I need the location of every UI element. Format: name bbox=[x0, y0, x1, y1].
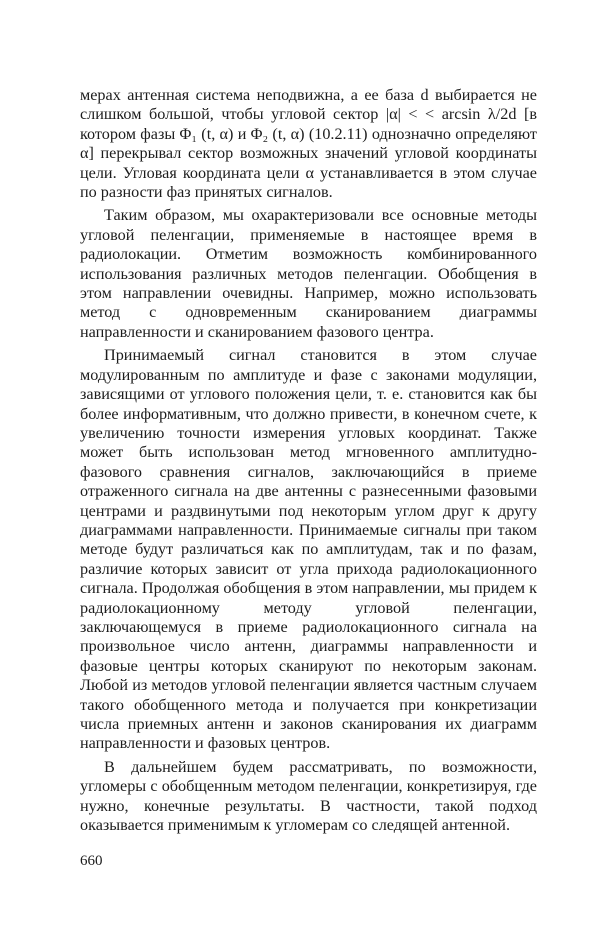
paragraph-3: Принимаемый сигнал становится в этом случае модулированным по амплитуде и фазе с законами модуляции, зависящими от углового положения цели, т. е. становится как бы более информативным, что должно привести, в конечном счете, к увеличению точности измерения угловых координат. Также может быть использован метод мгновенного амплитудно-фазового сравнения сигналов, заключающийся в приеме отраженного сигнала на две антенны с разнесенными фазовыми центрами и раздвинутыми под некоторым углом друг к другу диаграммами направленности. Принимаемые сигналы при таком методе будут различаться как по амплитудам, так и по фазам, различие которых зависит от угла прихода радиолокационного сигнала. Продолжая обобщения в этом направлении, мы придем к радиолокационному методу угловой пеленгации, заключающемуся в приеме радиолокационного сигнала на произвольное число антенн, диаграммы направленности и фазовые центры которых сканируют по некоторым законам. Любой из методов угловой пеленгации является частным случаем такого обобщенного метода и получается при конкретизации числа приемных антенн и законов сканирования их диаграмм направленности и фазовых центров. bbox=[80, 346, 537, 753]
paragraph-2: Таким образом, мы охарактеризовали все основные методы угловой пеленгации, применяемые в настоящее время в радиолокации. Отметим возможность комбинированного использования различных методов пеленгации. Обобщения в этом направлении очевидны. Например, можно использовать метод с одновременным сканированием диаграммы направленности и сканированием фазового центра. bbox=[80, 206, 537, 341]
paragraph-4: В дальнейшем будем рассматривать, по возможности, угломеры с обобщенным методом пеленгации, конкретизируя, где нужно, конечные результаты. В частности, такой подход оказывается применимым к угломерам со следящей антенной. bbox=[80, 757, 537, 835]
paragraph-1: мерах антенная система неподвижна, а ее база d выбирается не слишком большой, чтобы угловой сектор |α| < < arcsin λ/2d [в котором фазы Φ₁ (t, α) и Φ₂ (t, α) (10.2.11) однозначно определяют α] перекрывал сектор возможных значений угловой координаты цели. Угловая координата цели α устанавливается в этом случае по разности фаз принятых сигналов. bbox=[80, 86, 537, 202]
page-text bbox=[80, 86, 537, 835]
page-number: 660 bbox=[80, 853, 103, 869]
